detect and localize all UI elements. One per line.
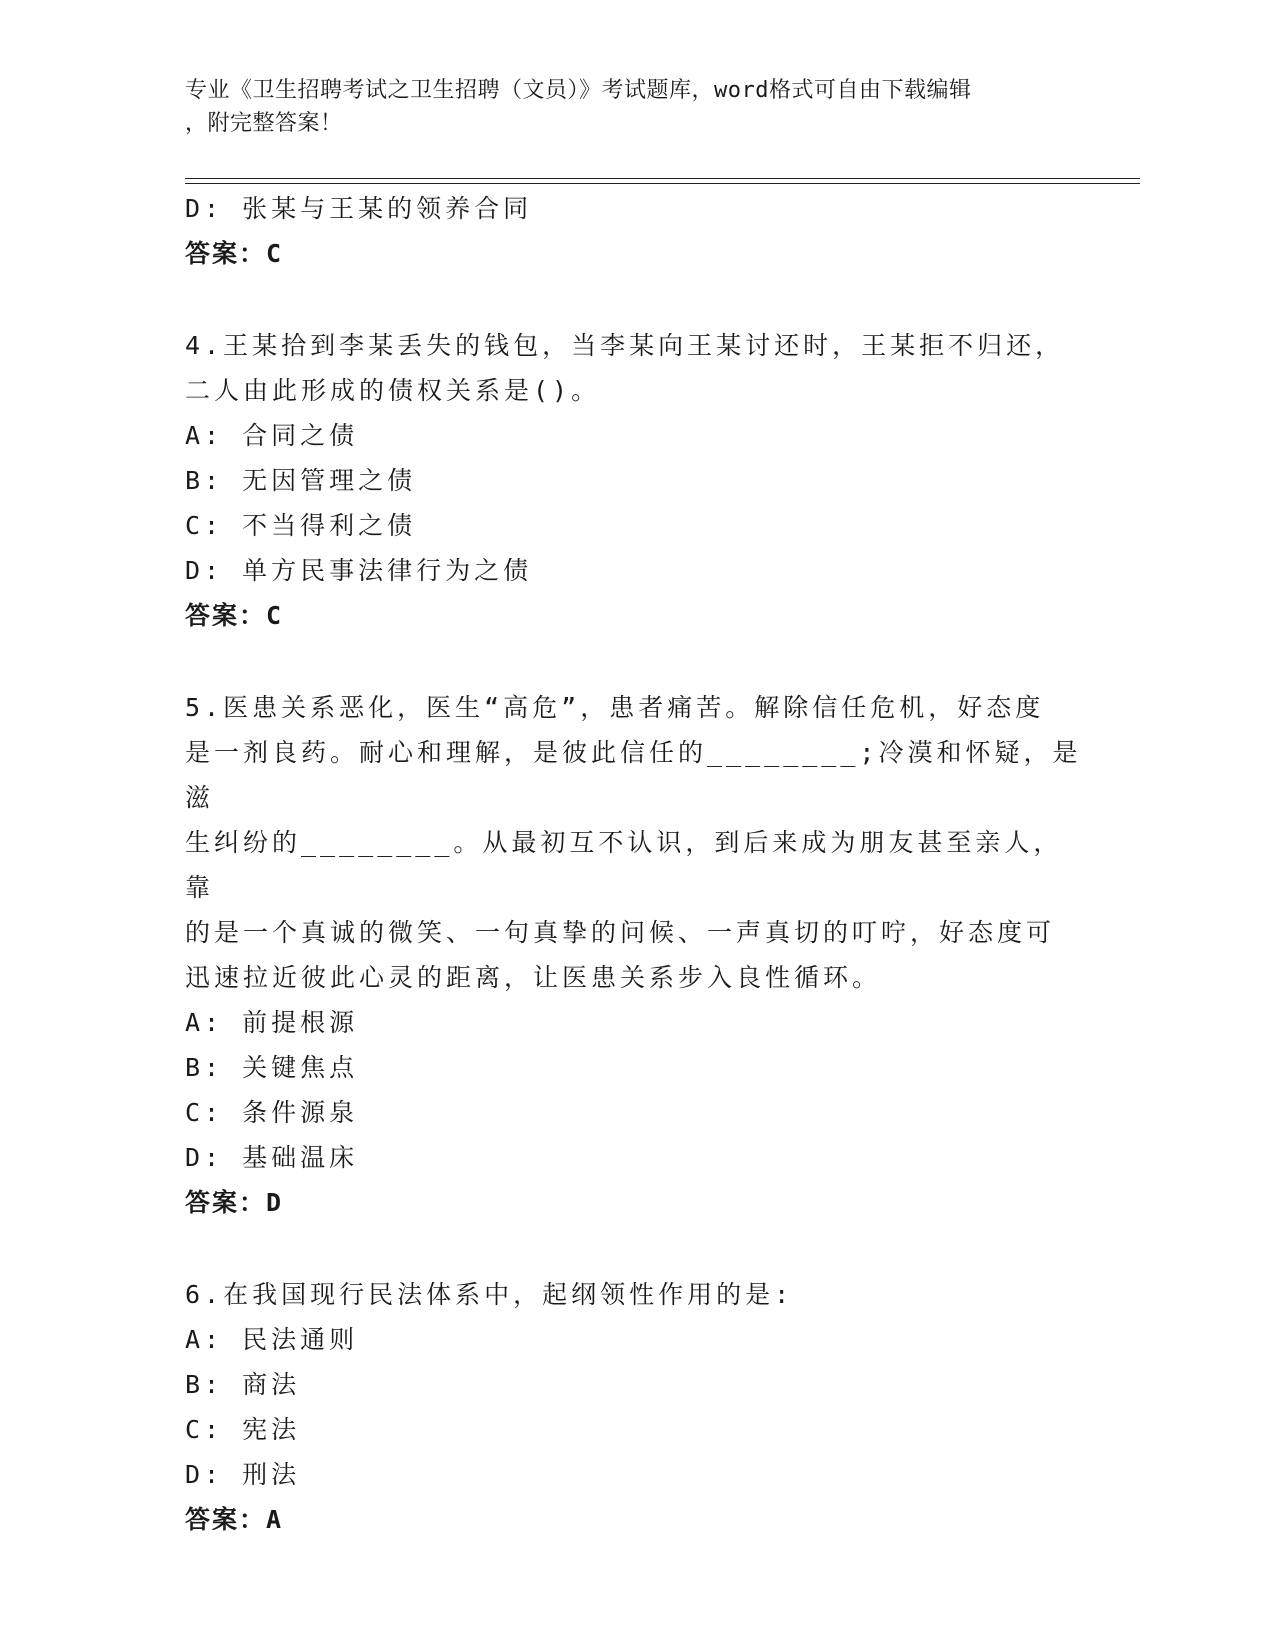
- header-divider-bottom: [185, 183, 1140, 184]
- question-text-line: 5.医患关系恶化，医生“高危”，患者痛苦。解除信任危机，好态度: [185, 693, 1045, 722]
- spacer: [185, 276, 1085, 323]
- question-text-line: 6.在我国现行民法体系中，起纲领性作用的是:: [185, 1280, 794, 1309]
- question-3-tail: [185, 186, 1085, 276]
- header-line-2: ，附完整答案！: [185, 111, 343, 136]
- option-a: A: 民法通则: [185, 1325, 359, 1354]
- question-4: [185, 323, 1085, 638]
- option-d: D: 刑法: [185, 1460, 301, 1489]
- option-d: D: 基础温床: [185, 1143, 359, 1172]
- header-line-1: 专业《卫生招聘考试之卫生招聘（文员）》考试题库，word格式可自由下载编辑: [185, 78, 972, 103]
- question-text-line: 4.王某拾到李某丢失的钱包，当李某向王某讨还时，王某拒不归还，: [185, 331, 1065, 360]
- option-c: C: 条件源泉: [185, 1098, 359, 1127]
- question-text-line: 生纠纷的________。从最初互不认识，到后来成为朋友甚至亲人，靠: [185, 828, 1063, 902]
- question-5: [185, 685, 1085, 1225]
- question-list: [185, 186, 1085, 1542]
- spacer: [185, 638, 1085, 685]
- question-text-line: 是一剂良药。耐心和理解，是彼此信任的________;冷漠和怀疑，是滋: [185, 738, 1082, 812]
- option-a: A: 前提根源: [185, 1008, 359, 1037]
- spacer: [185, 1225, 1085, 1272]
- option-c: C: 宪法: [185, 1415, 301, 1444]
- answer-label: 答案：C: [185, 601, 284, 630]
- option-a: A: 合同之债: [185, 421, 359, 450]
- option-b: B: 关键焦点: [185, 1053, 359, 1082]
- option-c: C: 不当得利之债: [185, 511, 417, 540]
- question-text-line: 的是一个真诚的微笑、一句真挚的问候、一声真切的叮咛，好态度可: [185, 918, 1056, 947]
- answer-label: 答案：C: [185, 239, 284, 268]
- answer-label: 答案：A: [185, 1505, 284, 1534]
- option-d: D: 单方民事法律行为之债: [185, 556, 533, 585]
- option-d: D: 张某与王某的领养合同: [185, 194, 533, 223]
- option-b: B: 商法: [185, 1370, 301, 1399]
- answer-label: 答案：D: [185, 1188, 284, 1217]
- question-text-line: 迅速拉近彼此心灵的距离，让医患关系步入良性循环。: [185, 963, 882, 992]
- document-header: [185, 74, 1065, 140]
- question-text-line: 二人由此形成的债权关系是()。: [185, 376, 601, 405]
- option-b: B: 无因管理之债: [185, 466, 417, 495]
- question-6: [185, 1272, 1085, 1542]
- header-divider-top: [185, 178, 1140, 179]
